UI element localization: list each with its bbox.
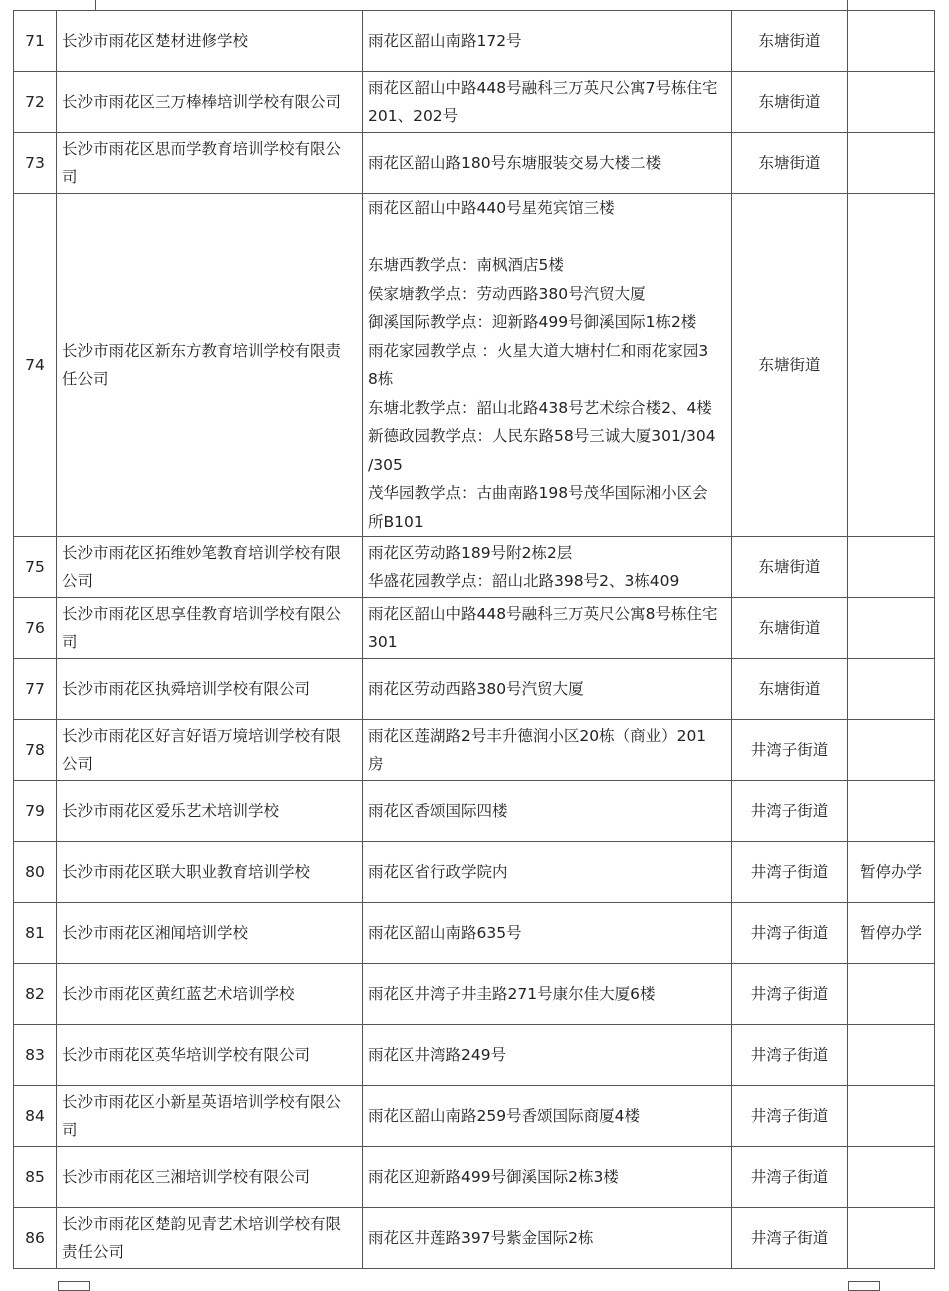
address-line: 雨花区韶山南路172号: [368, 31, 522, 50]
note-cell: [848, 720, 935, 781]
school-name-line: 长沙市雨花区好言好语万境培训学校有限: [62, 726, 342, 745]
table-row: [14, 964, 935, 1025]
row-number: 80: [14, 842, 57, 903]
note-cell: 暂停办学: [848, 842, 935, 903]
note-cell: [848, 659, 935, 720]
row-number: 84: [14, 1086, 57, 1147]
row-number: 78: [14, 720, 57, 781]
table-row: [14, 1208, 935, 1269]
address-line: 雨花区韶山中路448号融科三万英尺公寓7号栋住宅: [368, 78, 718, 97]
street-cell: 东塘街道: [732, 659, 848, 720]
street-cell: 井湾子街道: [732, 781, 848, 842]
school-name-line: 长沙市雨花区爱乐艺术培训学校: [62, 801, 280, 820]
school-name-line: 长沙市雨花区楚材进修学校: [62, 31, 249, 50]
address-line: 房: [368, 755, 384, 773]
school-name-line: 责任公司: [62, 1243, 125, 1261]
street-cell: 井湾子街道: [732, 842, 848, 903]
bottom-edge-fragment-right: [848, 1281, 880, 1291]
address-cell: [363, 1086, 732, 1147]
note-cell: [848, 598, 935, 659]
address-cell: [363, 598, 732, 659]
address-cell: [363, 720, 732, 781]
school-name-cell: [57, 133, 363, 194]
table-row: [14, 781, 935, 842]
street-cell: 井湾子街道: [732, 964, 848, 1025]
address-line: 雨花区韶山中路440号星苑宾馆三楼: [368, 199, 615, 217]
table-row: [14, 11, 935, 72]
address-line: 茂华园教学点：古曲南路198号茂华国际湘小区会: [368, 484, 708, 502]
school-name-line: 长沙市雨花区楚韵见青艺术培训学校有限: [62, 1214, 342, 1233]
street-cell: 井湾子街道: [732, 1086, 848, 1147]
row-number: 82: [14, 964, 57, 1025]
bottom-edge-fragment-left: [58, 1281, 90, 1291]
note-cell: [848, 537, 935, 598]
note-cell: 暂停办学: [848, 903, 935, 964]
school-name-line: 长沙市雨花区拓维妙笔教育培训学校有限: [62, 543, 342, 562]
address-cell: [363, 194, 732, 537]
note-cell: [848, 781, 935, 842]
school-name-cell: [57, 1086, 363, 1147]
address-line: 雨花区韶山路180号东塘服装交易大楼二楼: [368, 153, 662, 172]
address-cell: [363, 133, 732, 194]
row-number: 83: [14, 1025, 57, 1086]
street-cell: 井湾子街道: [732, 1025, 848, 1086]
note-cell: [848, 964, 935, 1025]
address-cell: [363, 903, 732, 964]
school-name-cell: [57, 1025, 363, 1086]
street-cell: 井湾子街道: [732, 903, 848, 964]
row-number: 85: [14, 1147, 57, 1208]
row-number: 81: [14, 903, 57, 964]
address-line: 8栋: [368, 370, 394, 388]
school-name-line: 长沙市雨花区湘闻培训学校: [62, 923, 249, 942]
top-edge-divider-right: [847, 0, 848, 10]
address-line: 侯家塘教学点：劳动西路380号汽贸大厦: [368, 284, 646, 303]
school-name-line: 司: [62, 168, 78, 186]
school-name-cell: [57, 903, 363, 964]
note-cell: [848, 1025, 935, 1086]
school-name-line: 公司: [62, 572, 94, 590]
street-cell: 东塘街道: [732, 72, 848, 133]
address-cell: [363, 964, 732, 1025]
address-line: 雨花区劳动路189号附2栋2层: [368, 543, 573, 562]
table-body: [14, 11, 935, 1269]
address-line: /305: [368, 455, 403, 474]
school-name-line: 长沙市雨花区执舜培训学校有限公司: [62, 679, 311, 698]
note-cell: [848, 1208, 935, 1269]
table-row: [14, 133, 935, 194]
address-cell: [363, 11, 732, 72]
row-number: 76: [14, 598, 57, 659]
address-line: 华盛花园教学点：韶山北路398号2、3栋409: [368, 572, 680, 590]
school-name-line: 长沙市雨花区黄红蓝艺术培训学校: [62, 984, 295, 1003]
address-cell: [363, 1147, 732, 1208]
address-cell: [363, 1025, 732, 1086]
street-cell: 东塘街道: [732, 11, 848, 72]
school-name-cell: [57, 537, 363, 598]
table-row: [14, 720, 935, 781]
school-name-cell: [57, 659, 363, 720]
school-name-cell: [57, 11, 363, 72]
school-name-cell: [57, 72, 363, 133]
row-number: 72: [14, 72, 57, 133]
table-row: [14, 1147, 935, 1208]
address-cell: [363, 659, 732, 720]
address-line: 雨花区韶山中路448号融科三万英尺公寓8号栋住宅: [368, 604, 718, 623]
table-row: [14, 903, 935, 964]
school-name-line: 长沙市雨花区思而学教育培训学校有限公: [62, 139, 342, 158]
school-name-line: 长沙市雨花区三湘培训学校有限公司: [62, 1167, 311, 1186]
note-cell: [848, 11, 935, 72]
address-cell: [363, 781, 732, 842]
school-name-cell: [57, 1208, 363, 1269]
address-line: 雨花家园教学点 ：火星大道大塘村仁和雨花家园3: [368, 341, 709, 360]
address-line: 御溪国际教学点：迎新路499号御溪国际1栋2楼: [368, 313, 697, 331]
address-cell: [363, 1208, 732, 1269]
row-number: 79: [14, 781, 57, 842]
note-cell: [848, 1086, 935, 1147]
school-name-cell: [57, 1147, 363, 1208]
row-number: 75: [14, 537, 57, 598]
row-number: 74: [14, 194, 57, 537]
address-line: 雨花区井湾路249号: [368, 1045, 507, 1064]
school-name-line: 任公司: [62, 370, 109, 388]
table-row: [14, 537, 935, 598]
table-row: [14, 1025, 935, 1086]
street-cell: 东塘街道: [732, 537, 848, 598]
school-name-cell: [57, 781, 363, 842]
row-number: 86: [14, 1208, 57, 1269]
note-cell: [848, 194, 935, 537]
address-line: 雨花区井莲路397号紫金国际2栋: [368, 1228, 594, 1247]
table-row: [14, 598, 935, 659]
address-line: 雨花区迎新路499号御溪国际2栋3楼: [368, 1167, 619, 1186]
address-cell: [363, 72, 732, 133]
address-cell: [363, 537, 732, 598]
address-line: 201、202号: [368, 107, 459, 125]
school-name-cell: [57, 720, 363, 781]
note-cell: [848, 72, 935, 133]
street-cell: 东塘街道: [732, 598, 848, 659]
table-row: [14, 842, 935, 903]
school-name-line: 长沙市雨花区思享佳教育培训学校有限公: [62, 604, 342, 623]
table-row: [14, 659, 935, 720]
address-line: 东塘北教学点：韶山北路438号艺术综合楼2、4楼: [368, 398, 712, 417]
row-number: 71: [14, 11, 57, 72]
school-name-line: 公司: [62, 755, 94, 773]
top-edge-divider-left: [95, 0, 96, 10]
street-cell: 井湾子街道: [732, 720, 848, 781]
table-row: [14, 194, 935, 537]
street-cell: 东塘街道: [732, 133, 848, 194]
row-number: 77: [14, 659, 57, 720]
note-cell: [848, 133, 935, 194]
school-name-line: 长沙市雨花区小新星英语培训学校有限公: [62, 1092, 342, 1111]
school-name-cell: [57, 598, 363, 659]
address-line: [368, 223, 726, 252]
street-cell: 井湾子街道: [732, 1208, 848, 1269]
table-row: [14, 1086, 935, 1147]
school-name-line: 长沙市雨花区英华培训学校有限公司: [62, 1045, 311, 1064]
note-cell: [848, 1147, 935, 1208]
address-line: 所B101: [368, 512, 424, 531]
address-cell: [363, 842, 732, 903]
school-name-cell: [57, 964, 363, 1025]
address-line: 301: [368, 633, 398, 651]
school-name-cell: [57, 842, 363, 903]
address-line: 雨花区韶山南路259号香颂国际商厦4楼: [368, 1106, 640, 1125]
address-line: 雨花区莲湖路2号丰升德润小区20栋（商业）201: [368, 726, 707, 745]
address-line: 雨花区省行政学院内: [368, 862, 508, 881]
school-name-line: 司: [62, 1121, 78, 1139]
address-line: 新德政园教学点：人民东路58号三诚大厦301/304: [368, 427, 716, 445]
street-cell: 井湾子街道: [732, 1147, 848, 1208]
table-row: [14, 72, 935, 133]
address-line: 雨花区劳动西路380号汽贸大厦: [368, 679, 584, 698]
school-list-table: [13, 10, 935, 1269]
school-name-line: 长沙市雨花区三万棒棒培训学校有限公司: [62, 92, 342, 111]
address-line: 雨花区井湾子井圭路271号康尔佳大厦6楼: [368, 984, 656, 1003]
row-number: 73: [14, 133, 57, 194]
school-name-line: 长沙市雨花区新东方教育培训学校有限责: [62, 341, 342, 360]
street-cell: 东塘街道: [732, 194, 848, 537]
school-name-line: 长沙市雨花区联大职业教育培训学校: [62, 862, 311, 881]
address-line: 雨花区韶山南路635号: [368, 923, 522, 942]
school-name-cell: [57, 194, 363, 537]
school-name-line: 司: [62, 633, 78, 651]
address-line: 东塘西教学点：南枫酒店5楼: [368, 256, 564, 274]
address-line: 雨花区香颂国际四楼: [368, 801, 508, 820]
